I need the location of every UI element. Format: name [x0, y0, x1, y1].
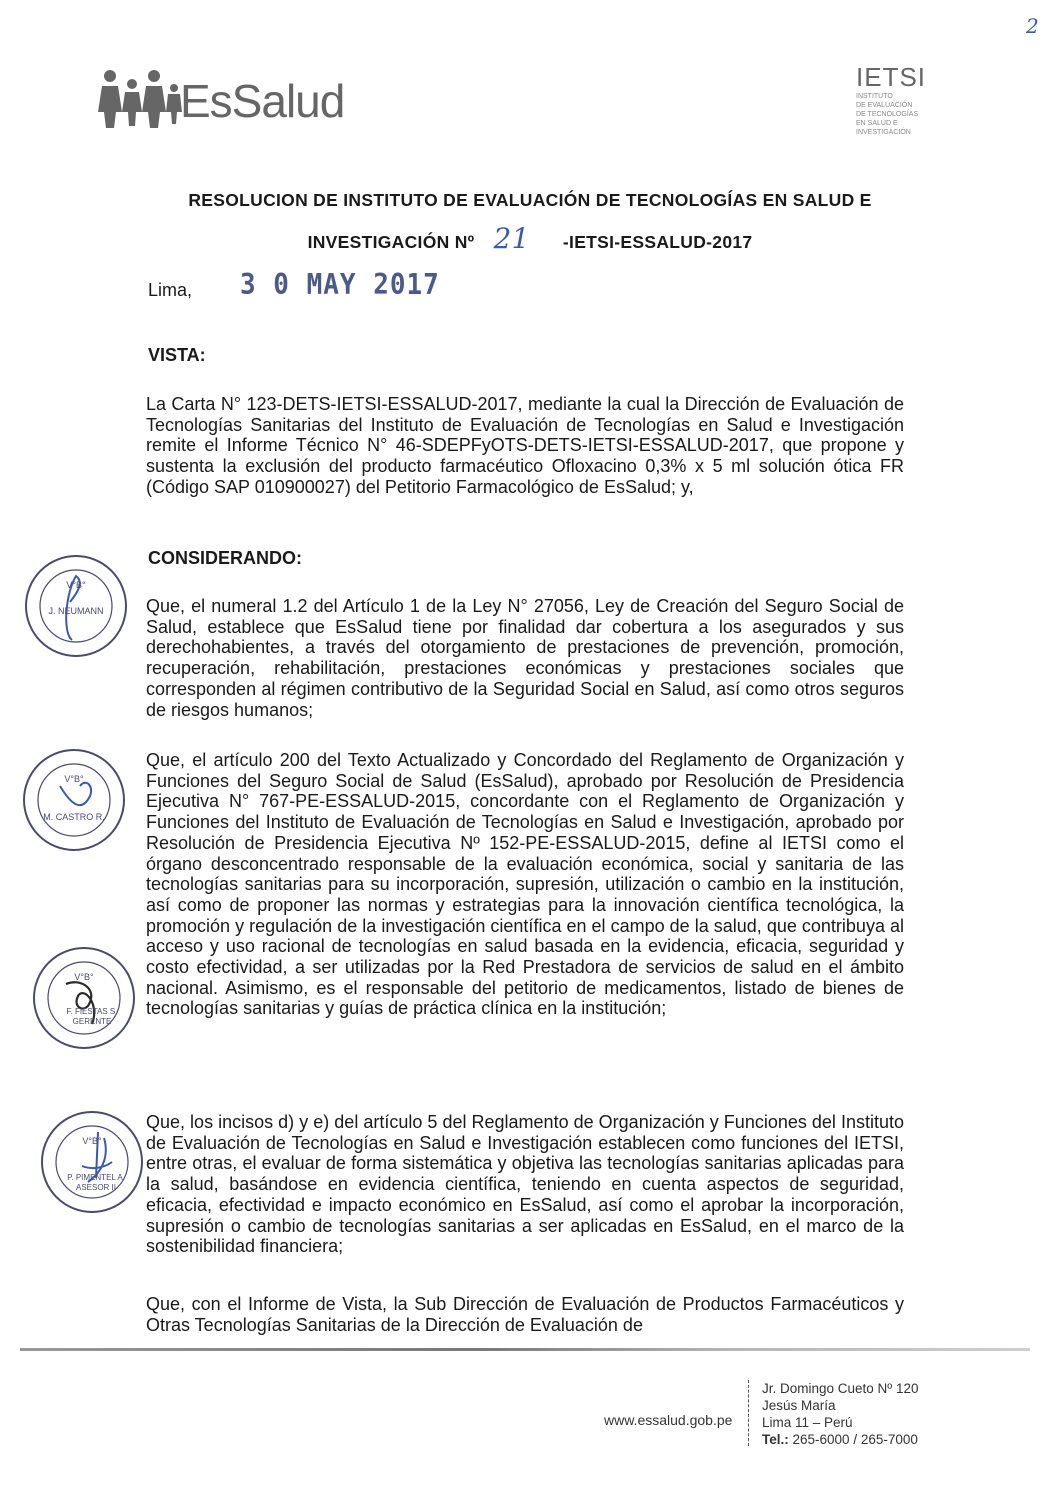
svg-text:J. NEUMANN: J. NEUMANN [48, 606, 104, 616]
date-stamp: 3 0 MAY 2017 [240, 268, 440, 302]
date-place: Lima, [148, 280, 193, 300]
page-mark: 2 [1026, 14, 1039, 38]
seal-stamp-icon [30, 944, 138, 1052]
address-line-1: Jr. Domingo Cueto Nº 120 [762, 1381, 919, 1396]
footer-rule [20, 1348, 1030, 1351]
svg-text:M. CASTRO R.: M. CASTRO R. [43, 812, 105, 822]
seal-stamp-icon [38, 1108, 146, 1216]
svg-text:P. PIMENTEL A.: P. PIMENTEL A. [67, 1173, 125, 1182]
footer-website-link[interactable]: www.essalud.gob.pe [604, 1412, 733, 1428]
considerando-paragraph-1: Que, el numeral 1.2 del Artículo 1 de la Ley N° 27056, Ley de Creación del Seguro Social de Salud, establece que EsSalud tiene por finalidad dar cobertura a los asegurados y sus derechohabientes, a través del otorgamiento de prestaciones de prevención, promoción, recuperación, rehabilitación, prestaciones económicas y prestaciones sociales que corresponden al régimen contributivo de la Seguridad Social en Salud, así como otros seguros de riesgos humanos; [146, 596, 904, 720]
ietsi-subtitle: INSTITUTO DE EVALUACIÓN DE TECNOLOGÍAS EN SALUD E INVESTIGACIÓN [856, 93, 919, 136]
title-prefix: INVESTIGACIÓN Nº [307, 232, 475, 252]
seal-stamp-icon [20, 746, 128, 854]
ietsi-logo [856, 64, 942, 137]
approval-seal-4 [38, 1108, 146, 1216]
considerando-paragraph-2: Que, el artículo 200 del Texto Actualizado y Concordado del Reglamento de Organización y Funciones del Seguro Social de Salud (EsSalud), aprobado por Resolución de Presidencia Ejecutiva N° 767-PE-ESSALUD-2015, concordante con el Reglamento de Organización y Funciones del Instituto de Evaluación de Tecnologías en Salud e Investigación, aprobado por Resolución de Presidencia Ejecutiva Nº 152-PE-ESSALUD-2015, define al IETSI como el órgano desconcentrado responsable de la evaluación económica, social y sanitaria de las tecnologías sanitarias para su incorporación, supresión, utilización o cambio en la institución, así como de proponer las normas y estrategias para la innovación científica tecnológica, la promoción y regulación de la investigación científica en el campo de la salud, que contribuya al acceso y uso racional de tecnologías en salud basada en la evidencia, eficacia, seguridad y costo efectividad, a ser utilizadas por la Red Prestadora de servicios de salud en el ámbito nacional. Asimismo, es el responsable del petitorio de medicamentos, listado de bienes de tecnologías sanitarias y guías de práctica clínica en la institución; [146, 750, 904, 1019]
address-line-2: Jesús María [762, 1398, 836, 1413]
approval-seal-2 [20, 746, 128, 854]
footer-address [762, 1380, 919, 1448]
family-figures-icon [96, 64, 186, 134]
svg-text:V°B°: V°B° [74, 972, 94, 982]
ietsi-title: IETSI [856, 62, 927, 92]
address-line-3: Lima 11 – Perú [762, 1415, 853, 1430]
resolution-title-line2 [120, 222, 940, 255]
svg-text:ASESOR II: ASESOR II [75, 1183, 117, 1192]
svg-text:F. FIESTAS S.: F. FIESTAS S. [66, 1007, 118, 1016]
svg-text:GERENTE: GERENTE [72, 1017, 112, 1026]
svg-text:V°B°: V°B° [82, 1136, 102, 1146]
considerando-paragraph-3: Que, los incisos d) y e) del artículo 5 del Reglamento de Organización y Funciones del Instituto de Evaluación de Tecnologías en Salud e Investigación establecen como funciones del IETSI, entre otras, el evaluar de forma sistemática y objetiva las tecnologías sanitarias aplicadas para la salud, basándose en evidencia científica, teniendo en cuenta aspectos de seguridad, eficacia, efectividad e impacto económico en EsSalud, así como el aprobar la incorporación, supresión o cambio de tecnologías sanitarias a ser aplicadas en EsSalud, en el marco de la sostenibilidad financiera; [146, 1112, 904, 1257]
considerando-heading: CONSIDERANDO: [148, 548, 303, 568]
vista-paragraph: La Carta N° 123-DETS-IETSI-ESSALUD-2017, mediante la cual la Dirección de Evaluación de Tecnologías Sanitarias del Instituto de Evaluación de Tecnologías en Salud e Investigación remite el Informe Técnico N° 46-SDEPFyOTS-DETS-IETSI-ESSALUD-2017, que propone y sustenta la exclusión del producto farmacéutico Ofloxacino 0,3% x 5 ml solución ótica FR (Código SAP 010900027) del Petitorio Farmacológico de EsSalud; y, [146, 394, 904, 497]
considerando-paragraph-4: Que, con el Informe de Vista, la Sub Dirección de Evaluación de Productos Farmacéuticos y Otras Tecnologías Sanitarias de la Dirección de Evaluación de [146, 1294, 904, 1335]
resolution-title-line1: RESOLUCION DE INSTITUTO DE EVALUACIÓN DE TECNOLOGÍAS EN SALUD E [188, 190, 872, 210]
approval-seal-1 [22, 552, 130, 660]
handwritten-number: 21 [493, 222, 530, 255]
footer-divider [748, 1380, 749, 1446]
seal-stamp-icon [22, 552, 130, 660]
title-suffix: -IETSI-ESSALUD-2017 [562, 232, 753, 252]
approval-seal-3 [30, 944, 138, 1052]
svg-text:V°B°: V°B° [64, 774, 84, 784]
address-phone: Tel.: 265-6000 / 265-7000 [762, 1432, 918, 1447]
svg-text:V°B°: V°B° [66, 580, 86, 590]
vista-heading: VISTA: [148, 345, 206, 365]
logo-wordmark: EsSalud [180, 75, 345, 127]
